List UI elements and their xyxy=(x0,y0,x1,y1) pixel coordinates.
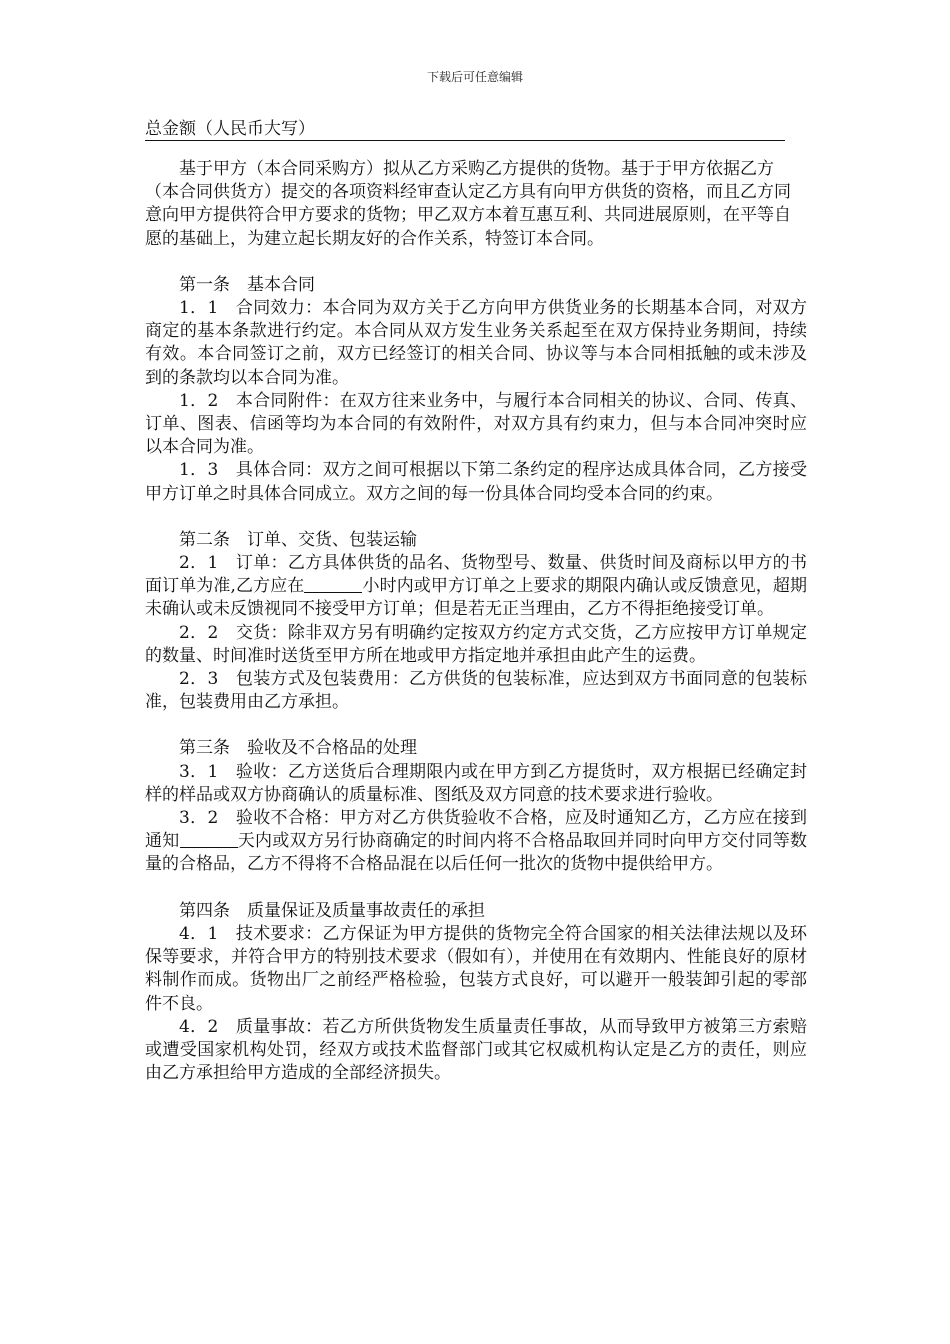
clause-text-before-blank: 2．1 订单：乙方具体供货的品名、货物型号、数量、供货时间及商标以甲方的书面订单为准,乙方应在 xyxy=(145,553,807,597)
clause-3-2 xyxy=(145,807,807,877)
clause-1-2: 1．2 本合同附件：在双方往来业务中，与履行本合同相关的协议、合同、传真、订单、图表、信函等均为本合同的有效附件，对双方具有约束力，但与本合同冲突时应以本合同为准。 xyxy=(145,390,807,458)
total-amount-line xyxy=(145,118,785,141)
clause-text-after-blank: 小时内或甲方订单之上要求的期限内确认或反馈意见，超期未确认或未反馈视同不接受甲方订单；但是若无正当理由，乙方不得拒绝接受订单。 xyxy=(145,576,808,620)
clause-2-2: 2．2 交货：除非双方另有明确约定按双方约定方式交货，乙方应按甲方订单规定的数量、时间准时送货至甲方所在地或甲方指定地并承担由此产生的运费。 xyxy=(145,622,807,666)
section-title: 第三条 验收及不合格品的处理 xyxy=(179,738,417,759)
clause-1-1: 1．1 合同效力：本合同为双方关于乙方向甲方供货业务的长期基本合同，对双方商定的基本条款进行约定。本合同从双方发生业务关系起至在双方保持业务期间，持续有效。本合同签订之前，双方已经签订的相关合同、协议等与本合同相抵触的或未涉及到的条款均以本合同为准。 xyxy=(145,298,807,388)
total-amount-label: 总金额（人民币大写） xyxy=(145,119,315,139)
clause-text-after-blank: 天内或双方另行协商确定的时间内将不合格品取回并同时向甲方交付同等数量的合格品，乙方不得将不合格品混在以后任何一批次的货物中提供给甲方。 xyxy=(145,831,807,875)
clause-4-2: 4．2 质量事故：若乙方所供货物发生质量责任事故，从而导致甲方被第三方索赔或遭受国家机构处罚，经双方或技术监督部门或其它权威机构认定是乙方的责任，则应由乙方承担给甲方造成的全部经济损失。 xyxy=(145,1016,807,1084)
section-title: 第一条 基本合同 xyxy=(179,274,315,295)
section-title: 第二条 订单、交货、包装运输 xyxy=(179,529,417,550)
clause-3-1: 3．1 验收：乙方送货后合理期限内或在甲方到乙方提货时，双方根据已经确定封样的样品或双方协商确认的质量标准、图纸及双方同意的技术要求进行验收。 xyxy=(145,761,807,805)
clause-2-3: 2．3 包装方式及包装费用：乙方供货的包装标准，应达到双方书面同意的包装标准，包装费用由乙方承担。 xyxy=(145,669,807,713)
contract-body xyxy=(145,158,807,1085)
section-2 xyxy=(145,529,807,715)
section-3 xyxy=(145,737,807,876)
section-1 xyxy=(145,274,807,506)
clause-2-1 xyxy=(145,552,807,622)
days-blank-field[interactable] xyxy=(180,831,238,848)
clause-text-before-blank: 3．2 验收不合格：甲方对乙方供货验收不合格，应及时通知乙方，乙方应在接到通知 xyxy=(145,808,807,852)
clause-4-1: 4．1 技术要求：乙方保证为甲方提供的货物完全符合国家的相关法律法规以及环保等要求，并符合甲方的特别技术要求（假如有），并使用在有效期内、性能良好的原材料制作而成。货物出厂之前经严格检验，包装方式良好，可以避开一般装卸引起的零部件不良。 xyxy=(145,923,807,1014)
section-title: 第四条 质量保证及质量事故责任的承担 xyxy=(179,900,485,921)
clause-1-3: 1．3 具体合同：双方之间可根据以下第二条约定的程序达成具体合同，乙方接受甲方订单之时具体合同成立。双方之间的每一份具体合同均受本合同的约束。 xyxy=(145,460,807,504)
section-4 xyxy=(145,900,807,1086)
intro-paragraph: 基于甲方（本合同采购方）拟从乙方采购乙方提供的货物。基于于甲方依据乙方（本合同供货方）提交的各项资料经审查认定乙方具有向甲方供货的资格，而且乙方同意向甲方提供符合甲方要求的货物；甲乙双方本着互惠互利、共同进展原则，在平等自愿的基础上，为建立起长期友好的合作关系，特签订本合同。 xyxy=(145,159,791,249)
header-note: 下载后可任意编辑 xyxy=(426,70,523,84)
hours-blank-field[interactable] xyxy=(304,576,362,593)
